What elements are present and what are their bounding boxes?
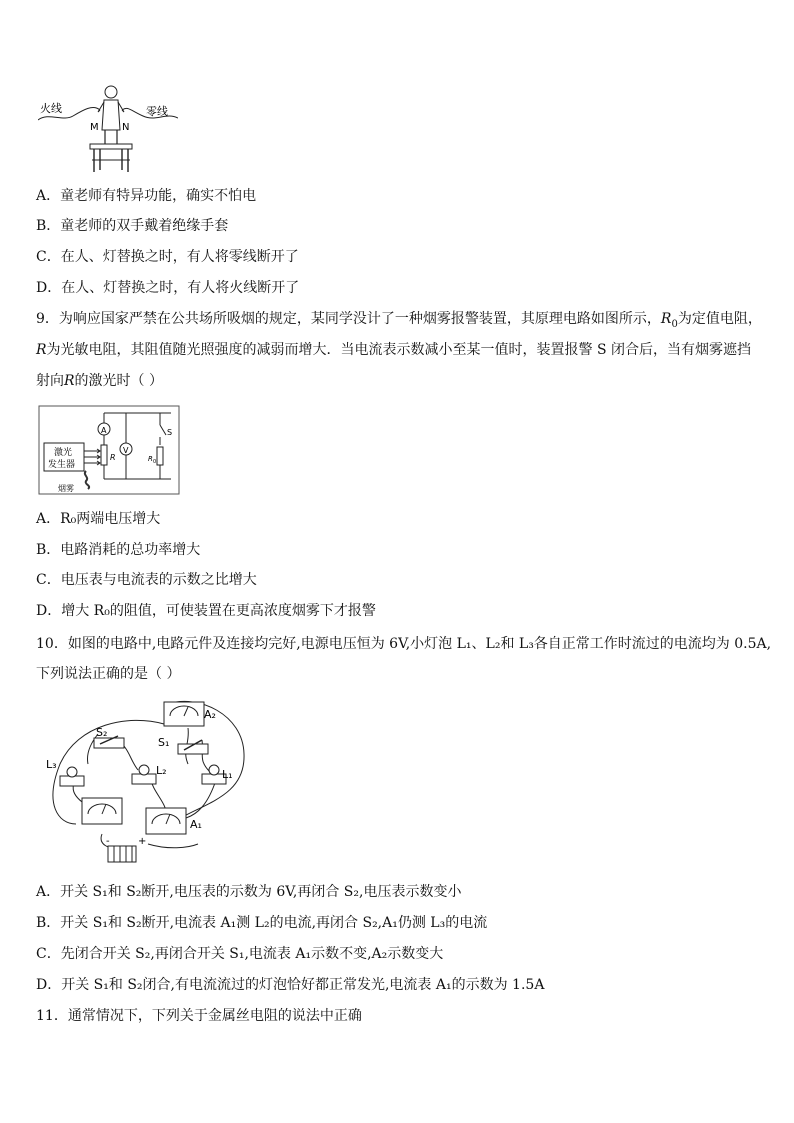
smoke-alarm-circuit-figure [38,405,180,495]
q9-stem-line3: 射向R的激光时（ ） [36,373,163,389]
l1-label: L₁ [222,768,233,781]
l2-label: L₂ [156,764,167,777]
q9-stem-line1: 9．为响应国家严禁在公共场所吸烟的规定，某同学没计了一种烟雾报警装置，其原理电路如图所示，$R_0$为定值电阻， [36,311,762,330]
q10-option-c: C．先闭合开关 S₂,再闭合开关 S₁,电流表 A₁示数不变,A₂示数变大 [36,946,444,962]
q8-option-a: A．童老师有特异功能，确实不怕电 [36,188,257,204]
smoke-label: 烟雾 [58,484,74,493]
smoke-alarm-circuit-drawing [38,405,180,495]
q10-stem-line2: 下列说法正确的是（ ） [36,666,181,682]
voltmeter-label: V [123,446,129,455]
lamp-circuit-drawing [38,694,250,866]
laser-label-line1: 激光 [54,448,73,458]
l3-label: L₃ [46,758,57,771]
q9-option-b: B．电路消耗的总功率增大 [36,542,201,558]
a2-label: A₂ [204,708,216,721]
switch-label: S [167,428,173,437]
q10-option-a: A．开关 S₁和 S₂断开,电压表的示数为 6V,再闭合 S₂,电压表示数变小 [36,884,462,900]
q8-option-d: D．在人、灯替换之时，有人将火线断开了 [36,280,300,296]
q9-option-a: A．R₀两端电压增大 [36,511,161,527]
fixed-resistor-label: R [148,455,153,463]
q10-option-d: D．开关 S₁和 S₂闭合,有电流流过的灯泡恰好都正常发光,电流表 A₁的示数为 1.5A [36,977,545,993]
ammeter-label: A [101,426,107,435]
q9-option-c: C．电压表与电流表的示数之比增大 [36,572,257,588]
a1-label: A₁ [190,818,202,831]
person-wires-figure [38,82,178,174]
n-label: N [122,122,130,133]
q9-stem-line2: R为光敏电阻，其阻值随光照强度的减弱而增大．当电流表示数减小至某一值时，装置报警 S 闭合后，当有烟雾遮挡 [36,342,752,358]
battery-plus-label: + [138,836,147,847]
person-wires-drawing [38,82,178,174]
q9-option-d: D．增大 R₀的阻值，可使装置在更高浓度烟雾下才报警 [36,603,376,619]
lamp-circuit-figure [38,694,250,866]
neutral-wire-label: 零线 [146,105,168,118]
q10-stem-line1: 10．如图的电路中,电路元件及连接均完好,电源电压恒为 6V,小灯泡 L₁、L₂和 L₃各自正常工作时流过的电流均为 0.5A, [36,636,772,652]
m-label: M [90,122,99,133]
q10-option-b: B．开关 S₁和 S₂断开,电流表 A₁测 L₂的电流,再闭合 S₂,A₁仍测 L₃的电流 [36,915,488,931]
laser-label-line2: 发生器 [48,460,76,470]
s1-label: S₁ [158,736,170,749]
s2-label: S₂ [96,726,108,739]
q11-stem: 11．通常情况下，下列关于金属丝电阻的说法中正确 [36,1008,362,1024]
q8-option-c: C．在人、灯替换之时，有人将零线断开了 [36,249,299,265]
photoresistor-label: R [110,453,116,462]
fixed-resistor-subscript: 0 [153,459,157,465]
battery-minus-label: - [106,836,110,847]
live-wire-label: 火线 [40,102,62,115]
q8-option-b: B．童老师的双手戴着绝缘手套 [36,218,229,234]
